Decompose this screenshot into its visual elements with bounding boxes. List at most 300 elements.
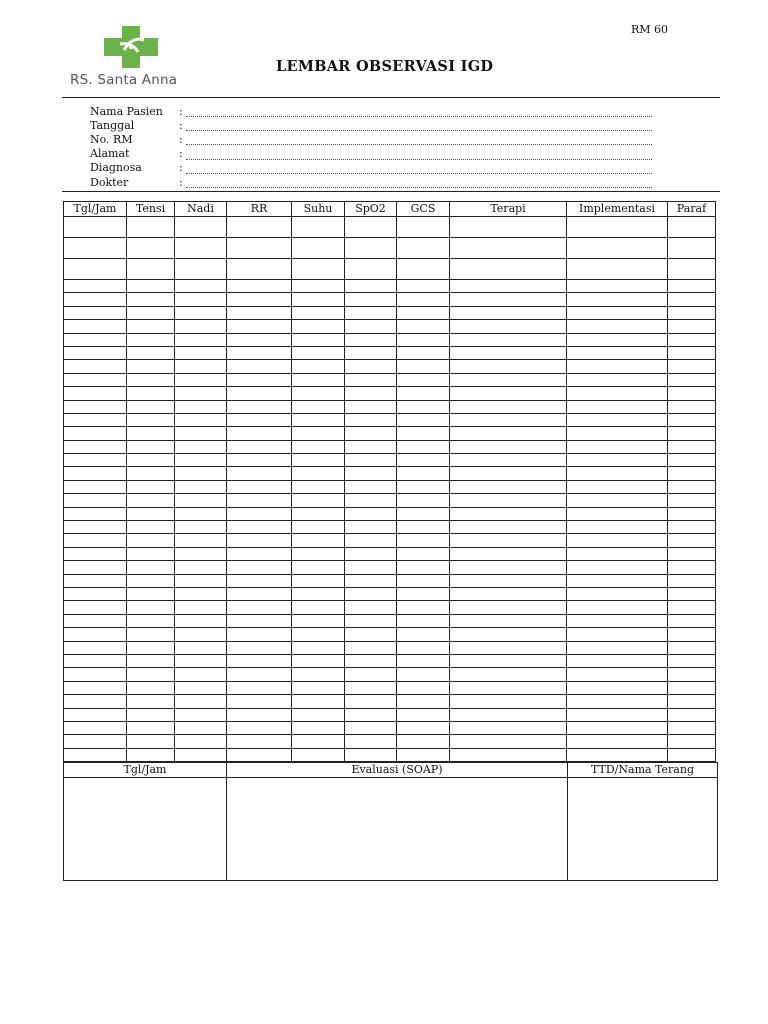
table-cell[interactable] [292, 494, 345, 507]
table-cell[interactable] [292, 454, 345, 467]
table-cell[interactable] [450, 507, 567, 520]
table-cell[interactable] [397, 681, 450, 694]
table-cell[interactable] [292, 373, 345, 386]
table-cell[interactable] [127, 346, 175, 359]
table-cell[interactable] [668, 440, 716, 453]
table-cell[interactable] [668, 346, 716, 359]
table-cell[interactable] [175, 521, 227, 534]
table-cell[interactable] [567, 387, 668, 400]
table-cell[interactable] [397, 346, 450, 359]
table-cell[interactable] [64, 320, 127, 333]
table-cell[interactable] [345, 547, 397, 560]
table-cell[interactable] [292, 360, 345, 373]
table-cell[interactable] [668, 601, 716, 614]
table-cell[interactable] [292, 238, 345, 259]
table-cell[interactable] [668, 280, 716, 293]
patient-field-value[interactable] [186, 178, 652, 188]
table-cell[interactable] [450, 280, 567, 293]
table-cell[interactable] [227, 521, 292, 534]
table-cell[interactable] [127, 735, 175, 748]
table-cell[interactable] [64, 238, 127, 259]
table-cell[interactable] [567, 695, 668, 708]
table-cell[interactable] [397, 454, 450, 467]
table-cell[interactable] [127, 681, 175, 694]
table-cell[interactable] [175, 238, 227, 259]
table-cell[interactable] [127, 521, 175, 534]
table-cell[interactable] [450, 681, 567, 694]
table-cell[interactable] [450, 400, 567, 413]
table-cell[interactable] [64, 614, 127, 627]
table-cell[interactable] [127, 333, 175, 346]
table-cell[interactable] [127, 587, 175, 600]
table-cell[interactable] [175, 614, 227, 627]
table-cell[interactable] [397, 721, 450, 734]
table-cell[interactable] [292, 641, 345, 654]
table-cell[interactable] [175, 735, 227, 748]
table-cell[interactable] [175, 641, 227, 654]
table-cell[interactable] [64, 654, 127, 667]
table-cell[interactable] [292, 654, 345, 667]
table-cell[interactable] [345, 748, 397, 761]
table-cell[interactable] [227, 668, 292, 681]
table-cell[interactable] [127, 748, 175, 761]
table-cell[interactable] [345, 387, 397, 400]
table-cell[interactable] [175, 668, 227, 681]
table-cell[interactable] [227, 628, 292, 641]
table-cell[interactable] [227, 494, 292, 507]
table-cell[interactable] [175, 306, 227, 319]
table-cell[interactable] [292, 306, 345, 319]
table-cell[interactable] [292, 748, 345, 761]
table-cell[interactable] [345, 507, 397, 520]
table-cell[interactable] [345, 440, 397, 453]
table-cell[interactable] [450, 721, 567, 734]
table-cell[interactable] [397, 306, 450, 319]
table-cell[interactable] [175, 400, 227, 413]
table-cell[interactable] [567, 427, 668, 440]
table-cell[interactable] [292, 440, 345, 453]
table-cell[interactable] [227, 333, 292, 346]
table-cell[interactable] [668, 413, 716, 426]
table-cell[interactable] [175, 561, 227, 574]
table-cell[interactable] [668, 681, 716, 694]
table-cell[interactable] [64, 360, 127, 373]
table-cell[interactable] [227, 735, 292, 748]
table-cell[interactable] [345, 280, 397, 293]
table-cell[interactable] [567, 373, 668, 386]
table-cell[interactable] [64, 387, 127, 400]
table-cell[interactable] [292, 293, 345, 306]
table-cell[interactable] [64, 547, 127, 560]
patient-field-value[interactable] [186, 164, 652, 174]
table-cell[interactable] [450, 360, 567, 373]
table-cell[interactable] [227, 360, 292, 373]
table-cell[interactable] [567, 708, 668, 721]
table-cell[interactable] [175, 574, 227, 587]
table-cell[interactable] [127, 413, 175, 426]
table-cell[interactable] [668, 480, 716, 493]
table-cell[interactable] [567, 614, 668, 627]
table-cell[interactable] [567, 494, 668, 507]
table-cell[interactable] [64, 373, 127, 386]
table-cell[interactable] [450, 547, 567, 560]
table-cell[interactable] [450, 346, 567, 359]
table-cell[interactable] [175, 628, 227, 641]
table-cell[interactable] [292, 521, 345, 534]
table-cell[interactable] [397, 628, 450, 641]
table-cell[interactable] [64, 628, 127, 641]
table-cell[interactable] [668, 293, 716, 306]
table-cell[interactable] [292, 507, 345, 520]
table-cell[interactable] [345, 668, 397, 681]
table-cell[interactable] [397, 574, 450, 587]
table-cell[interactable] [64, 587, 127, 600]
table-cell[interactable] [127, 373, 175, 386]
table-cell[interactable] [127, 654, 175, 667]
table-cell[interactable] [227, 259, 292, 280]
table-cell[interactable] [227, 217, 292, 238]
table-cell[interactable] [567, 333, 668, 346]
patient-field-value[interactable] [186, 150, 652, 160]
evaluation-signature-cell[interactable] [568, 778, 718, 881]
table-cell[interactable] [397, 413, 450, 426]
table-cell[interactable] [567, 320, 668, 333]
table-cell[interactable] [397, 507, 450, 520]
table-cell[interactable] [397, 467, 450, 480]
table-cell[interactable] [668, 574, 716, 587]
table-cell[interactable] [64, 601, 127, 614]
table-cell[interactable] [450, 628, 567, 641]
table-cell[interactable] [397, 480, 450, 493]
table-cell[interactable] [450, 695, 567, 708]
table-cell[interactable] [64, 259, 127, 280]
table-cell[interactable] [397, 614, 450, 627]
table-cell[interactable] [668, 561, 716, 574]
table-cell[interactable] [668, 614, 716, 627]
table-cell[interactable] [345, 574, 397, 587]
table-cell[interactable] [127, 668, 175, 681]
table-cell[interactable] [668, 238, 716, 259]
patient-field-value[interactable] [186, 107, 652, 117]
table-cell[interactable] [345, 534, 397, 547]
table-cell[interactable] [64, 440, 127, 453]
table-cell[interactable] [450, 413, 567, 426]
table-cell[interactable] [227, 454, 292, 467]
table-cell[interactable] [127, 217, 175, 238]
table-cell[interactable] [567, 668, 668, 681]
table-cell[interactable] [227, 320, 292, 333]
table-cell[interactable] [175, 748, 227, 761]
table-cell[interactable] [64, 306, 127, 319]
table-cell[interactable] [450, 306, 567, 319]
table-cell[interactable] [668, 708, 716, 721]
table-cell[interactable] [127, 454, 175, 467]
table-cell[interactable] [345, 641, 397, 654]
table-cell[interactable] [64, 293, 127, 306]
table-cell[interactable] [668, 641, 716, 654]
table-cell[interactable] [127, 628, 175, 641]
table-cell[interactable] [345, 217, 397, 238]
table-cell[interactable] [345, 293, 397, 306]
table-cell[interactable] [227, 561, 292, 574]
table-cell[interactable] [567, 480, 668, 493]
table-cell[interactable] [64, 521, 127, 534]
table-cell[interactable] [668, 387, 716, 400]
table-cell[interactable] [397, 360, 450, 373]
table-cell[interactable] [450, 521, 567, 534]
table-cell[interactable] [345, 346, 397, 359]
table-cell[interactable] [227, 641, 292, 654]
table-cell[interactable] [668, 320, 716, 333]
table-cell[interactable] [397, 708, 450, 721]
table-cell[interactable] [345, 521, 397, 534]
table-cell[interactable] [567, 574, 668, 587]
table-cell[interactable] [64, 467, 127, 480]
table-cell[interactable] [345, 306, 397, 319]
table-cell[interactable] [227, 306, 292, 319]
table-cell[interactable] [175, 534, 227, 547]
table-cell[interactable] [64, 494, 127, 507]
table-cell[interactable] [64, 507, 127, 520]
table-cell[interactable] [175, 681, 227, 694]
table-cell[interactable] [567, 601, 668, 614]
table-cell[interactable] [668, 217, 716, 238]
table-cell[interactable] [450, 440, 567, 453]
table-cell[interactable] [345, 360, 397, 373]
table-cell[interactable] [292, 628, 345, 641]
table-cell[interactable] [127, 387, 175, 400]
table-cell[interactable] [64, 721, 127, 734]
table-cell[interactable] [127, 561, 175, 574]
table-cell[interactable] [227, 681, 292, 694]
table-cell[interactable] [227, 293, 292, 306]
table-cell[interactable] [450, 708, 567, 721]
table-cell[interactable] [450, 333, 567, 346]
table-cell[interactable] [292, 547, 345, 560]
table-cell[interactable] [175, 387, 227, 400]
table-cell[interactable] [668, 628, 716, 641]
table-cell[interactable] [668, 427, 716, 440]
table-cell[interactable] [450, 293, 567, 306]
table-cell[interactable] [127, 480, 175, 493]
table-cell[interactable] [64, 280, 127, 293]
table-cell[interactable] [127, 293, 175, 306]
table-cell[interactable] [127, 259, 175, 280]
table-cell[interactable] [227, 440, 292, 453]
table-cell[interactable] [227, 654, 292, 667]
table-cell[interactable] [227, 280, 292, 293]
table-cell[interactable] [127, 695, 175, 708]
table-cell[interactable] [567, 561, 668, 574]
table-cell[interactable] [127, 614, 175, 627]
patient-field-value[interactable] [186, 135, 652, 145]
table-cell[interactable] [292, 480, 345, 493]
table-cell[interactable] [450, 748, 567, 761]
table-cell[interactable] [175, 721, 227, 734]
table-cell[interactable] [345, 561, 397, 574]
table-cell[interactable] [292, 259, 345, 280]
table-cell[interactable] [345, 681, 397, 694]
table-cell[interactable] [127, 534, 175, 547]
table-cell[interactable] [397, 400, 450, 413]
table-cell[interactable] [345, 654, 397, 667]
table-cell[interactable] [567, 293, 668, 306]
table-cell[interactable] [345, 259, 397, 280]
table-cell[interactable] [292, 561, 345, 574]
table-cell[interactable] [175, 259, 227, 280]
table-cell[interactable] [64, 735, 127, 748]
table-cell[interactable] [64, 641, 127, 654]
table-cell[interactable] [127, 320, 175, 333]
table-cell[interactable] [450, 480, 567, 493]
table-cell[interactable] [397, 259, 450, 280]
table-cell[interactable] [567, 507, 668, 520]
table-cell[interactable] [567, 454, 668, 467]
table-cell[interactable] [567, 628, 668, 641]
table-cell[interactable] [345, 708, 397, 721]
table-cell[interactable] [64, 333, 127, 346]
table-cell[interactable] [668, 400, 716, 413]
table-cell[interactable] [64, 427, 127, 440]
table-cell[interactable] [345, 467, 397, 480]
table-cell[interactable] [345, 238, 397, 259]
table-cell[interactable] [127, 238, 175, 259]
table-cell[interactable] [668, 668, 716, 681]
table-cell[interactable] [397, 373, 450, 386]
table-cell[interactable] [450, 427, 567, 440]
table-cell[interactable] [567, 748, 668, 761]
table-cell[interactable] [292, 427, 345, 440]
table-cell[interactable] [175, 654, 227, 667]
table-cell[interactable] [227, 507, 292, 520]
table-cell[interactable] [127, 280, 175, 293]
table-cell[interactable] [175, 293, 227, 306]
table-cell[interactable] [345, 373, 397, 386]
table-cell[interactable] [345, 400, 397, 413]
table-cell[interactable] [397, 641, 450, 654]
table-cell[interactable] [227, 346, 292, 359]
table-cell[interactable] [292, 587, 345, 600]
table-cell[interactable] [175, 360, 227, 373]
table-cell[interactable] [668, 654, 716, 667]
table-cell[interactable] [127, 721, 175, 734]
evaluation-date-cell[interactable] [64, 778, 227, 881]
table-cell[interactable] [567, 400, 668, 413]
table-cell[interactable] [397, 427, 450, 440]
table-cell[interactable] [567, 681, 668, 694]
table-cell[interactable] [292, 601, 345, 614]
table-cell[interactable] [227, 480, 292, 493]
table-cell[interactable] [175, 280, 227, 293]
table-cell[interactable] [292, 695, 345, 708]
table-cell[interactable] [227, 238, 292, 259]
table-cell[interactable] [567, 440, 668, 453]
table-cell[interactable] [450, 494, 567, 507]
table-cell[interactable] [227, 614, 292, 627]
table-cell[interactable] [345, 427, 397, 440]
table-cell[interactable] [397, 494, 450, 507]
table-cell[interactable] [345, 601, 397, 614]
table-cell[interactable] [397, 333, 450, 346]
table-cell[interactable] [64, 217, 127, 238]
table-cell[interactable] [668, 360, 716, 373]
table-cell[interactable] [227, 547, 292, 560]
table-cell[interactable] [292, 668, 345, 681]
table-cell[interactable] [450, 735, 567, 748]
table-cell[interactable] [175, 440, 227, 453]
table-cell[interactable] [127, 360, 175, 373]
table-cell[interactable] [397, 735, 450, 748]
table-cell[interactable] [450, 587, 567, 600]
table-cell[interactable] [227, 467, 292, 480]
table-cell[interactable] [227, 587, 292, 600]
table-cell[interactable] [345, 320, 397, 333]
table-cell[interactable] [227, 413, 292, 426]
table-cell[interactable] [567, 521, 668, 534]
table-cell[interactable] [567, 413, 668, 426]
table-cell[interactable] [175, 601, 227, 614]
table-cell[interactable] [345, 695, 397, 708]
table-cell[interactable] [450, 534, 567, 547]
table-cell[interactable] [64, 454, 127, 467]
table-cell[interactable] [127, 467, 175, 480]
table-cell[interactable] [345, 454, 397, 467]
table-cell[interactable] [397, 387, 450, 400]
table-cell[interactable] [227, 708, 292, 721]
table-cell[interactable] [450, 614, 567, 627]
table-cell[interactable] [64, 681, 127, 694]
table-cell[interactable] [345, 587, 397, 600]
table-cell[interactable] [127, 601, 175, 614]
table-cell[interactable] [227, 574, 292, 587]
table-cell[interactable] [292, 721, 345, 734]
table-cell[interactable] [668, 306, 716, 319]
table-cell[interactable] [567, 534, 668, 547]
table-cell[interactable] [127, 494, 175, 507]
table-cell[interactable] [567, 547, 668, 560]
table-cell[interactable] [127, 641, 175, 654]
table-cell[interactable] [292, 735, 345, 748]
table-cell[interactable] [668, 507, 716, 520]
table-cell[interactable] [397, 238, 450, 259]
table-cell[interactable] [668, 721, 716, 734]
table-cell[interactable] [64, 534, 127, 547]
table-cell[interactable] [175, 373, 227, 386]
table-cell[interactable] [175, 333, 227, 346]
table-cell[interactable] [175, 547, 227, 560]
table-cell[interactable] [64, 695, 127, 708]
table-cell[interactable] [450, 373, 567, 386]
table-cell[interactable] [127, 440, 175, 453]
table-cell[interactable] [668, 333, 716, 346]
table-cell[interactable] [175, 708, 227, 721]
evaluation-soap-cell[interactable] [227, 778, 568, 881]
table-cell[interactable] [227, 695, 292, 708]
table-cell[interactable] [175, 454, 227, 467]
table-cell[interactable] [668, 373, 716, 386]
table-cell[interactable] [292, 280, 345, 293]
table-cell[interactable] [175, 413, 227, 426]
table-cell[interactable] [127, 547, 175, 560]
table-cell[interactable] [345, 413, 397, 426]
table-cell[interactable] [345, 614, 397, 627]
table-cell[interactable] [397, 695, 450, 708]
table-cell[interactable] [397, 561, 450, 574]
table-cell[interactable] [345, 480, 397, 493]
table-cell[interactable] [397, 547, 450, 560]
table-cell[interactable] [397, 521, 450, 534]
table-cell[interactable] [227, 534, 292, 547]
